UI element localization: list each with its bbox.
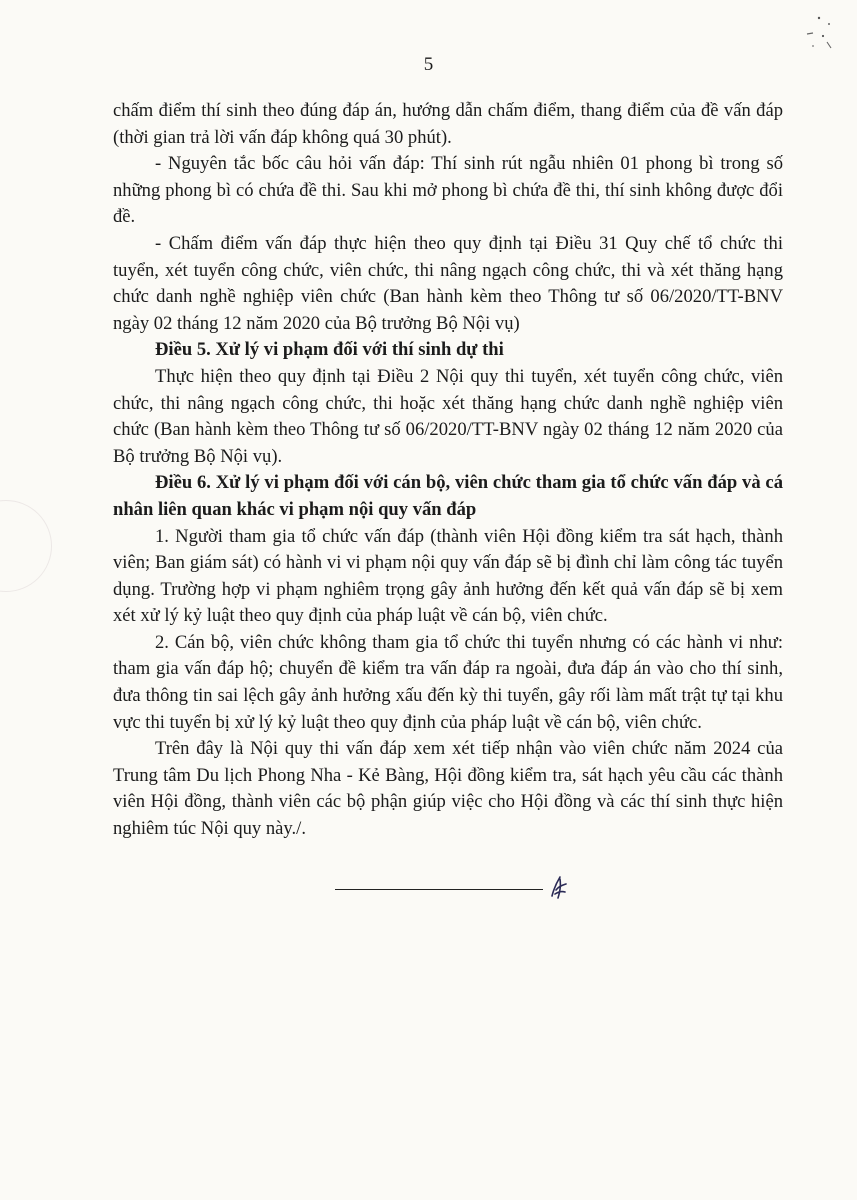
- paragraph-article-6-clause-2: 2. Cán bộ, viên chức không tham gia tổ chức thi tuyển nhưng có các hành vi như: tham gia vấn đáp hộ; chuyển đề kiểm tra vấn đáp ra ngoài, đưa đáp án vào cho thí sinh, đưa thông tin sai lệch gây ảnh hưởng xấu đến kỳ thi tuyển, gây rối làm mất trật tự tại khu vực thi tuyển bị xử lý kỷ luật theo quy định của pháp luật về cán bộ, viên chức.: [113, 631, 783, 733]
- paragraph-scoring: chấm điểm thí sinh theo đúng đáp án, hướng dẫn chấm điểm, thang điểm của đề vấn đáp (thời gian trả lời vấn đáp không quá 30 phút).: [113, 100, 783, 148]
- article-5-heading: Điều 5. Xử lý vi phạm đối với thí sinh dự thi: [155, 339, 504, 361]
- initial-mark-signature: [548, 874, 570, 900]
- paragraph-article-5-body: Thực hiện theo quy định tại Điều 2 Nội quy thi tuyển, xét tuyển công chức, viên chức, thi nâng ngạch công chức, thi hoặc xét thăng hạng chức danh nghề nghiệp viên chức (Ban hành kèm theo Thông tư số 06/2020/TT-BNV ngày 02 tháng 12 năm 2020 của Bộ trưởng Bộ Nội vụ).: [113, 365, 783, 467]
- document-body: [113, 98, 783, 843]
- article-6-heading: Điều 6. Xử lý vi phạm đối với cán bộ, viên chức tham gia tổ chức vấn đáp và cá nhân liên quan khác vi phạm nội quy vấn đáp: [113, 472, 783, 520]
- paragraph-closing: Trên đây là Nội quy thi vấn đáp xem xét tiếp nhận vào viên chức năm 2024 của Trung tâm Du lịch Phong Nha - Kẻ Bàng, Hội đồng kiểm tra, sát hạch yêu cầu các thành viên Hội đồng, thành viên các bộ phận giúp việc cho Hội đồng và các thí sinh thực hiện nghiêm túc Nội quy này./.: [113, 738, 783, 840]
- page-number: 5: [423, 54, 434, 75]
- paragraph-article-6-clause-1: 1. Người tham gia tổ chức vấn đáp (thành viên Hội đồng kiểm tra sát hạch, thành viên; Ban giám sát) có hành vi vi phạm nội quy vấn đáp sẽ bị đình chỉ làm công tác tuyển dụng. Trường hợp vi phạm nghiêm trọng gây ảnh hưởng đến kết quả vấn đáp sẽ bị xem xét xử lý kỷ luật theo quy định của pháp luật về cán bộ, viên chức.: [113, 525, 783, 627]
- faint-seal-mark: [0, 500, 52, 592]
- paragraph-question-draw-rule: - Nguyên tắc bốc câu hỏi vấn đáp: Thí sinh rút ngẫu nhiên 01 phong bì trong số những phong bì có chứa đề thi. Sau khi mở phong bì chứa đề thi, thí sinh không được đổi đề.: [113, 153, 783, 228]
- scan-corner-marks: [799, 12, 839, 54]
- end-of-document-rule: [335, 889, 543, 890]
- paragraph-oral-scoring-regulation: - Chấm điểm vấn đáp thực hiện theo quy định tại Điều 31 Quy chế tổ chức thi tuyển, xét tuyển công chức, viên chức, thi nâng ngạch công chức, thi và xét thăng hạng chức danh nghề nghiệp viên chức (Ban hành kèm theo Thông tư số 06/2020/TT-BNV ngày 02 tháng 12 năm 2020 của Bộ trưởng Bộ Nội vụ): [113, 232, 783, 334]
